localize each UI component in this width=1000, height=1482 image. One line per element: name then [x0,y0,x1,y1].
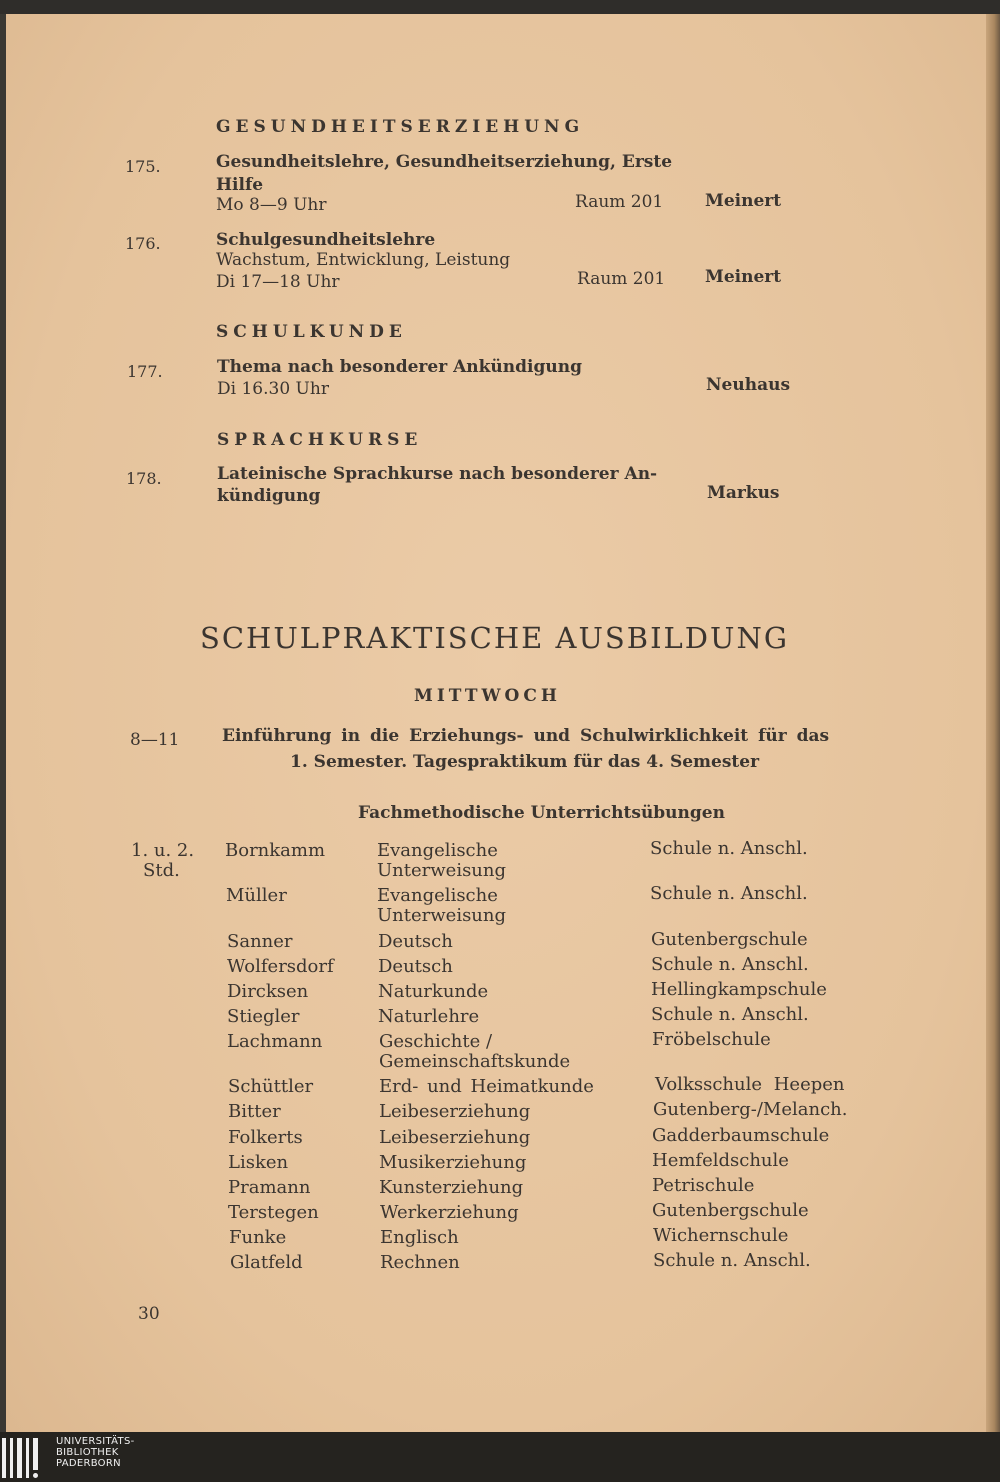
course-title: Schulgesundheitslehre [216,230,436,250]
period-label-cont: Std. [143,860,180,881]
school: Schule n. Anschl. [650,838,808,859]
school: Schule n. Anschl. [653,1250,811,1271]
page-edge [986,14,1000,1432]
course-lecturer: Meinert [705,267,782,287]
teacher-name: Müller [226,885,287,906]
intro-text-cont: 1. Semester. Tagespraktikum für das 4. Semester [290,752,760,772]
subject-cont: Gemeinschaftskunde [379,1051,571,1072]
page-number: 30 [138,1304,160,1324]
section-heading: GESUNDHEITSERZIEHUNG [216,117,585,137]
course-title: Lateinische Sprachkurse nach besonderer An- [217,464,658,484]
top-scan-border [0,0,1000,14]
school: Fröbelschule [652,1029,771,1050]
teacher-name: Bitter [228,1101,281,1122]
day-heading: MITTWOCH [414,686,561,706]
subject: Deutsch [378,931,453,952]
library-logo-icon [2,1438,44,1478]
school: Gutenberg-/Melanch. [653,1099,848,1120]
school: Petrischule [652,1175,755,1196]
course-title: Thema nach besonderer Ankündigung [217,357,582,377]
school: Hemfeldschule [652,1150,789,1171]
subject: Rechnen [380,1252,460,1273]
teacher-name: Folkerts [228,1127,303,1148]
subject-cont: Unterweisung [377,905,507,926]
teacher-name: Terstegen [228,1202,319,1223]
section-heading: SPRACHKURSE [217,430,423,450]
subject: Erd- und Heimatkunde [379,1076,594,1097]
course-number: 175. [125,157,161,176]
library-name-line: BIBLIOTHEK [56,1447,119,1458]
teacher-name: Wolfersdorf [227,956,334,977]
teacher-name: Funke [229,1227,287,1248]
subject: Leibeserziehung [379,1127,531,1148]
course-number: 176. [125,234,161,253]
subject: Werkerziehung [380,1202,519,1223]
subject: Evangelische [377,840,498,861]
course-title-cont: kündigung [217,486,321,506]
course-title-cont: Hilfe [216,175,264,195]
subject: Deutsch [378,956,453,977]
school: Gutenbergschule [652,1200,809,1221]
subject: Naturkunde [378,981,489,1002]
subject: Kunsterziehung [379,1177,524,1198]
subject: Musikerziehung [379,1152,527,1173]
period-label: 1. u. 2. [131,840,195,861]
teacher-name: Dircksen [227,981,309,1002]
course-room: Raum 201 [577,269,666,289]
teacher-name: Stiegler [227,1006,300,1027]
subheading: Fachmethodische Unterrichtsübungen [358,803,725,823]
course-time: Di 17—18 Uhr [216,272,340,292]
course-lecturer: Meinert [705,191,782,211]
course-time: Di 16.30 Uhr [217,379,329,399]
school: Wichernschule [653,1225,789,1246]
school: Schule n. Anschl. [651,1004,809,1025]
school: Gutenbergschule [651,929,808,950]
library-name [56,1436,135,1469]
school: Volksschule Heepen [655,1074,845,1095]
course-lecturer: Markus [707,483,780,503]
teacher-name: Sanner [227,931,293,952]
teacher-name: Schüttler [228,1076,314,1097]
school: Gadderbaumschule [652,1125,830,1146]
subject: Geschichte / [379,1031,493,1052]
course-lecturer: Neuhaus [706,375,791,395]
teacher-name: Bornkamm [225,840,326,861]
school: Schule n. Anschl. [651,954,809,975]
subject: Leibeserziehung [379,1101,531,1122]
teacher-name: Pramann [228,1177,311,1198]
school: Schule n. Anschl. [650,883,808,904]
course-title: Gesundheitslehre, Gesundheitserziehung, Erste [216,152,673,172]
main-title: SCHULPRAKTISCHE AUSBILDUNG [200,621,790,655]
subject: Englisch [380,1227,459,1248]
teacher-name: Lisken [228,1152,289,1173]
section-heading: SCHULKUNDE [216,322,407,342]
course-room: Raum 201 [575,192,664,212]
library-name-line: PADERBORN [56,1458,121,1469]
library-footer [0,1432,1000,1482]
subject: Naturlehre [378,1006,480,1027]
subject: Evangelische [377,885,498,906]
course-number: 178. [126,469,162,488]
subject-cont: Unterweisung [377,860,507,881]
teacher-name: Glatfeld [230,1252,303,1273]
course-subtitle: Wachstum, Entwicklung, Leistung [216,250,511,270]
teacher-name: Lachmann [227,1031,323,1052]
intro-text: Einführung in die Erziehungs- und Schulwirklichkeit für das [222,726,830,746]
course-number: 177. [127,362,163,381]
hours-label: 8—11 [130,730,180,750]
library-name-line: UNIVERSITÄTS- [56,1436,135,1447]
school: Hellingkampschule [651,979,827,1000]
course-time: Mo 8—9 Uhr [216,195,327,215]
